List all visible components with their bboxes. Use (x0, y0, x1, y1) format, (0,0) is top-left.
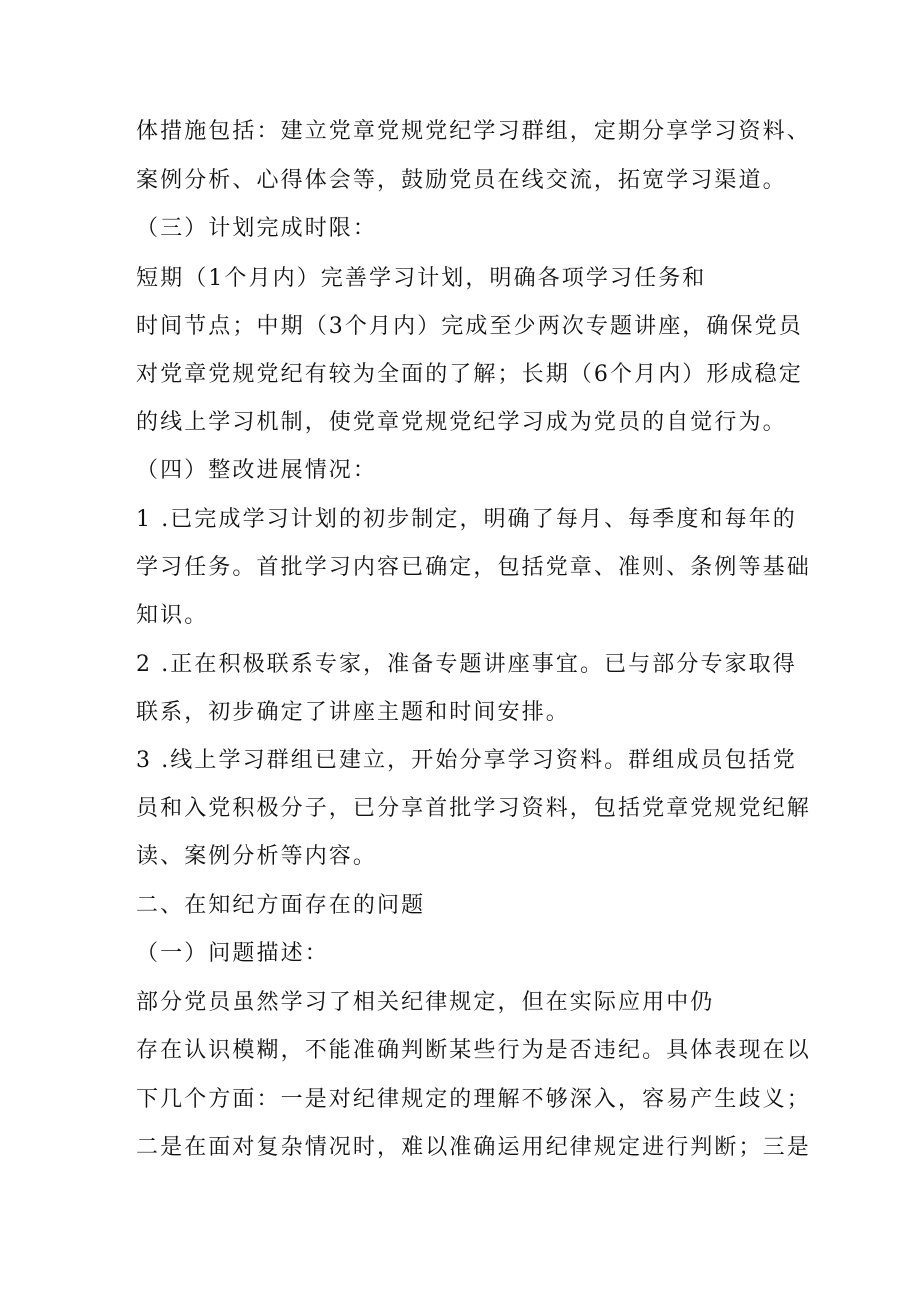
paragraph-line: 体措施包括：建立党章党规党纪学习群组，定期分享学习资料、 (136, 119, 811, 144)
paragraph-line: 存在认识模糊，不能准确判断某些行为是否违纪。具体表现在以 (136, 1038, 811, 1063)
paragraph-line: 下几个方面：一是对纪律规定的理解不够深入，容易产生歧义； (136, 1087, 811, 1112)
list-item-line: 1 .已完成学习计划的初步制定，明确了每月、每季度和每年的 (136, 507, 797, 532)
chapter-heading: 二、在知纪方面存在的问题 (136, 893, 426, 918)
paragraph-line: 部分党员虽然学习了相关纪律规定，但在实际应用中仍 (136, 990, 715, 1015)
list-item-line: 员和入党积极分子，已分享首批学习资料，包括党章党规党纪解 (136, 796, 811, 821)
list-item-line: 联系，初步确定了讲座主题和时间安排。 (136, 700, 570, 725)
list-item-line: 2 .正在积极联系专家，准备专题讲座事宜。已与部分专家取得 (136, 652, 797, 677)
paragraph-line: 二是在面对复杂情况时，难以准确运用纪律规定进行判断；三是 (136, 1135, 811, 1160)
section-heading: （四）整改进展情况： (136, 458, 378, 483)
paragraph-line: 案例分析、心得体会等，鼓励党员在线交流，拓宽学习渠道。 (136, 168, 787, 193)
section-heading: （三）计划完成时限： (136, 216, 378, 241)
section-heading: （一）问题描述： (136, 941, 329, 966)
list-item-line: 学习任务。首批学习内容已确定，包括党章、准则、条例等基础 (136, 555, 811, 580)
paragraph-line: 对党章党规党纪有较为全面的了解；长期（6个月内）形成稳定 (136, 362, 803, 387)
list-item-line: 读、案例分析等内容。 (136, 844, 378, 869)
list-item-line: 3 .线上学习群组已建立，开始分享学习资料。群组成员包括党 (136, 748, 797, 773)
paragraph-line: 时间节点；中期（3个月内）完成至少两次专题讲座，确保党员 (136, 314, 803, 339)
list-item-line: 知识。 (136, 603, 209, 628)
paragraph-line: 的线上学习机制，使党章党规党纪学习成为党员的自觉行为。 (136, 410, 787, 435)
paragraph-line: 短期（1个月内）完善学习计划，明确各项学习任务和 (136, 266, 707, 291)
